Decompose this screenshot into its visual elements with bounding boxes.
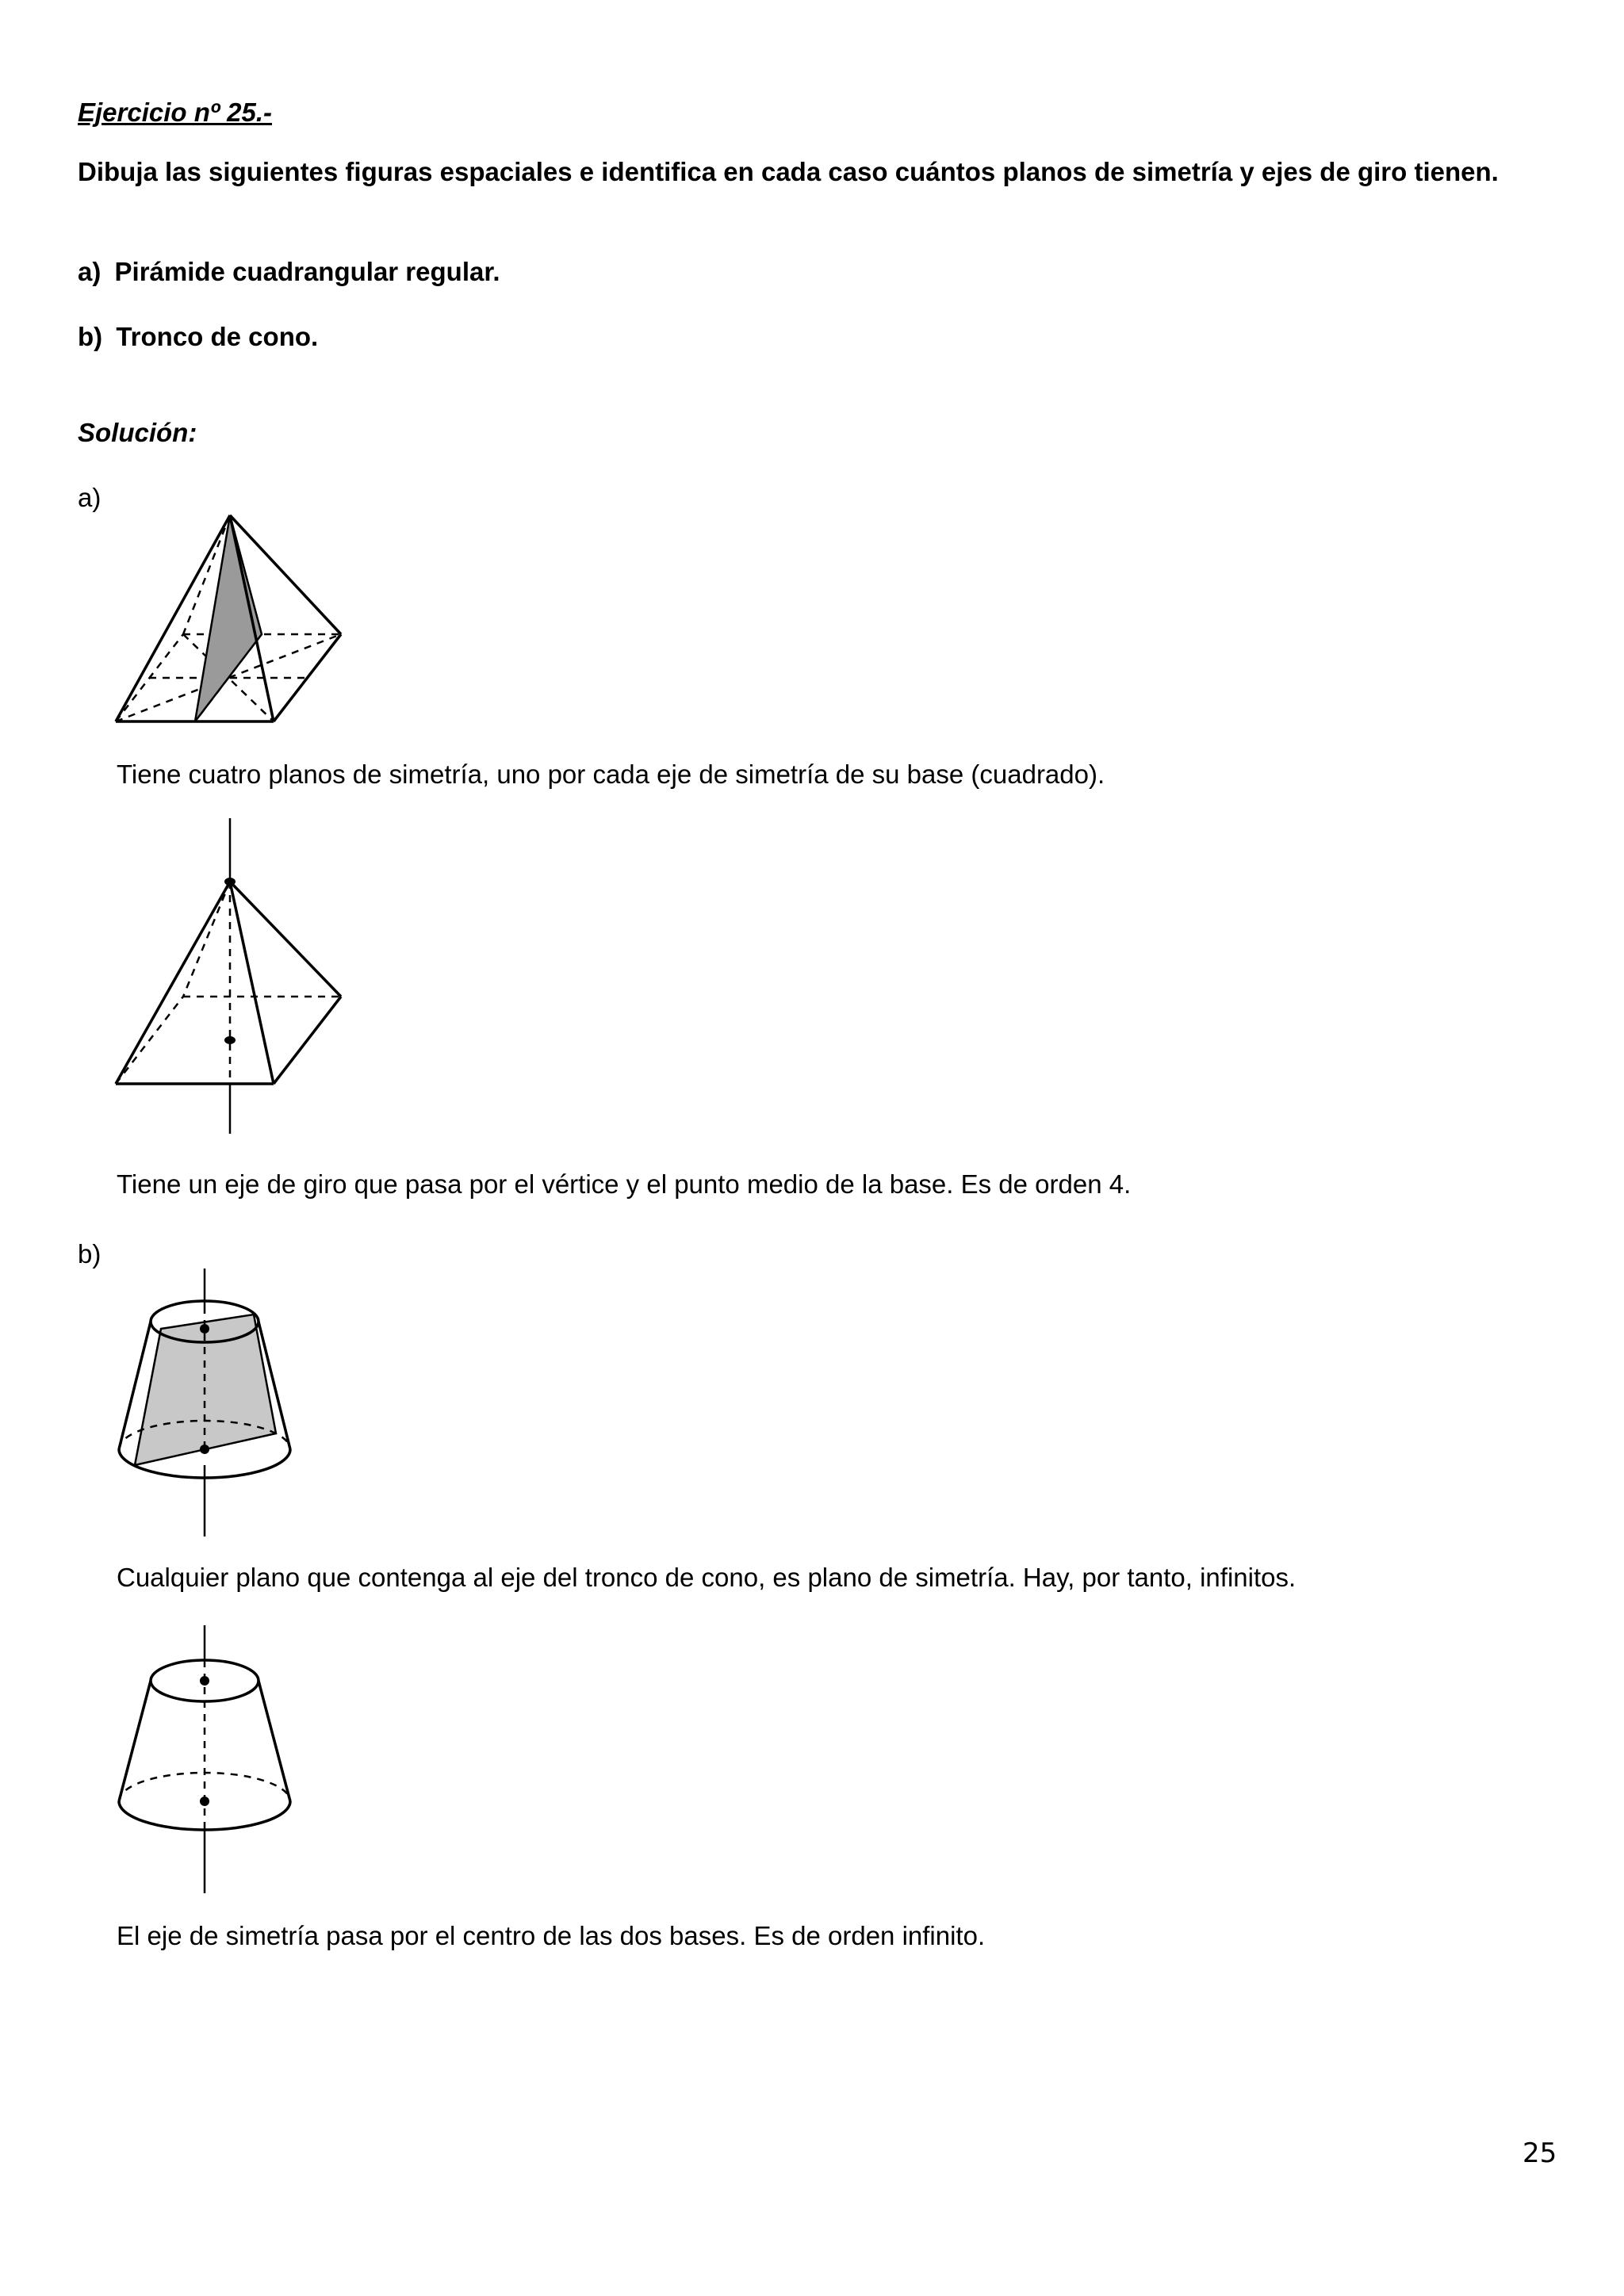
part-b-caption-planes: Cualquier plano que contenga al eje del tronco de cono, es plano de simetría. Hay, por tanto, infinitos. — [117, 1563, 1297, 1592]
part-a-caption-planes: Tiene cuatro planos de simetría, uno por cada eje de simetría de su base (cuadrado). — [117, 760, 1105, 789]
page-number: 25 — [1522, 2137, 1557, 2169]
part-b-caption-axis: El eje de simetría pasa por el centro de las dos bases. Es de orden infinito. — [117, 1921, 986, 1950]
item-label: a) — [78, 257, 102, 286]
part-b-label: b) — [78, 1239, 102, 1269]
item-text: Pirámide cuadrangular regular. — [114, 257, 500, 286]
solution-heading: Solución: — [78, 418, 197, 447]
exercise-item-b — [78, 321, 318, 353]
part-a-label: a) — [78, 483, 102, 512]
pyramid-symmetry-plane-figure — [111, 499, 357, 729]
item-label: b) — [78, 322, 103, 351]
frustum-symmetry-plane-figure — [111, 1269, 309, 1538]
exercise-title: Ejercicio nº 25.- — [78, 98, 272, 127]
part-a-caption-axis: Tiene un eje de giro que pasa por el vértice y el punto medio de la base. Es de orden 4. — [117, 1169, 1132, 1199]
pyramid-rotation-axis-figure — [111, 818, 357, 1135]
frustum-rotation-axis-figure — [111, 1625, 309, 1895]
exercise-statement: Dibuja las siguientes figuras espaciales e identifica en cada caso cuántos planos de simetría y ejes de giro tienen. — [78, 157, 1499, 186]
item-text: Tronco de cono. — [116, 322, 319, 351]
exercise-item-a — [78, 256, 500, 288]
